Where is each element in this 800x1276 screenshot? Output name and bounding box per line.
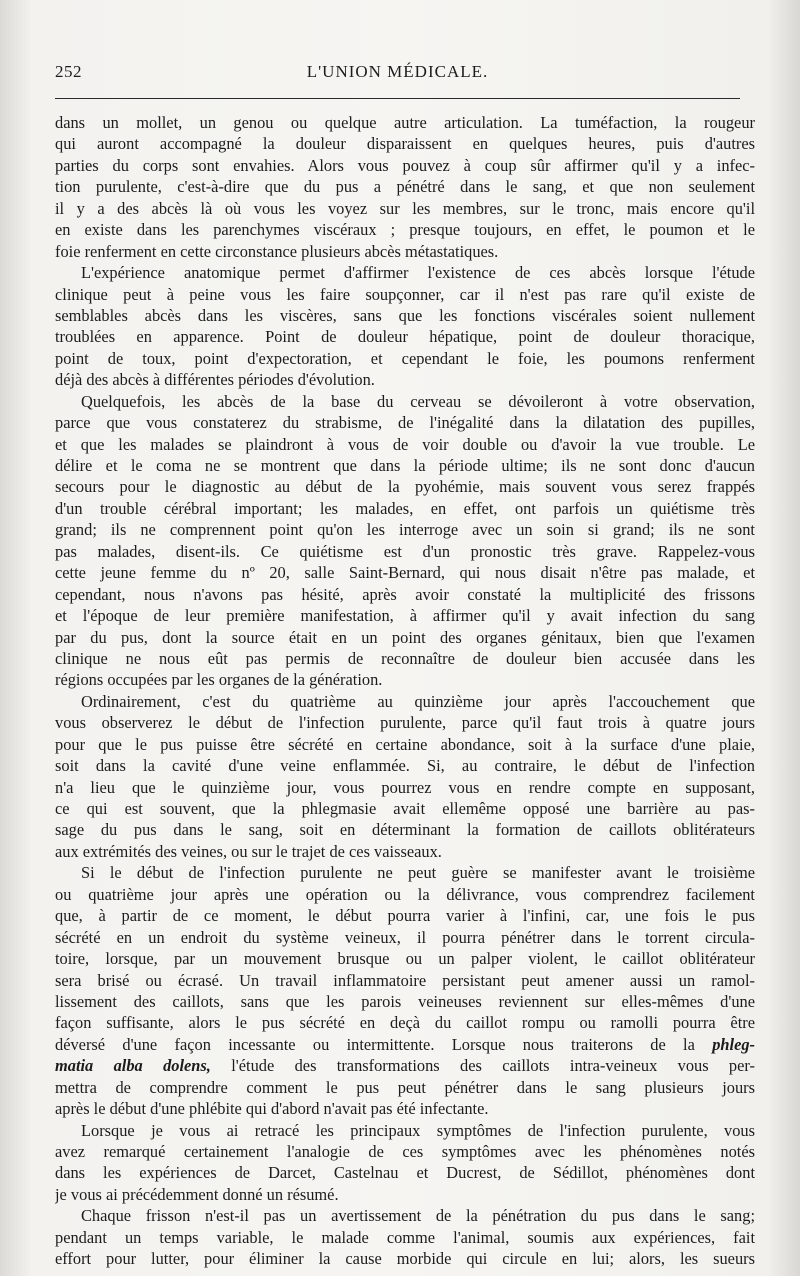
text-line: Chaque frisson n'est-il pas un avertissement de la pénétration du pus dans le sang; [81, 1206, 755, 1226]
text-line [55, 1034, 755, 1055]
text-line: déjà des abcès à différentes périodes d'évolution. [55, 370, 375, 390]
text-line: en existe dans les parenchymes viscéraux ; presque toujours, en effet, le poumon et le [55, 220, 755, 240]
header-rule [55, 98, 740, 99]
page-header [55, 62, 740, 86]
text-line: façon suffisante, alors le pus sécrété en deçà du caillot rompu ou ramolli pourra être [55, 1013, 755, 1033]
text-line: foie renferment en cette circonstance plusieurs abcès métastatiques. [55, 241, 499, 261]
text-line: avez remarqué certainement l'analogie de ces symptômes avec les phénomènes notés [55, 1142, 755, 1161]
text-line: ce qui est souvent, que la phlegmasie avait ellemême opposé une barrière au pas- [55, 799, 755, 818]
text-line: qui auront accompagné la douleur disparaissent en quelques heures, puis d'autres [55, 134, 755, 154]
text-line: sécrété en un endroit du système veineux, il pourra pénétrer dans le torrent circula- [55, 927, 755, 947]
text-line: cette jeune femme du nº 20, salle Saint-Bernard, qui nous disait n'être pas malade, et [55, 563, 755, 583]
text-line: semblables abcès dans les viscères, sans que les fonctions viscérales soient nullement [55, 305, 755, 325]
text-line: point de toux, point d'expectoration, et cependant le foie, les poumons renferment [55, 348, 755, 368]
text-line: secours pour le diagnostic au début de la pyohémie, mais souvent vous serez frappés [55, 477, 755, 497]
text-line: pas malades, disent-ils. Ce quiétisme est d'un pronostic très grave. Rappelez-vous [55, 541, 755, 561]
text-line: je vous ai précédemment donné un résumé. [55, 1184, 339, 1204]
text-line: sera brisé ou écrasé. Un travail inflammatoire persistant peut amener aussi un ramol- [55, 970, 755, 990]
line-text: déversé d'une façon incessante ou intermittente. Lorsque nous traiterons de la [55, 1034, 695, 1054]
text-line: clinique ne nous eût pas permis de reconnaître de douleur bien accusée dans les [55, 648, 755, 668]
text-line [55, 1055, 755, 1076]
text-line: grand; ils ne comprennent point qu'on les interroge avec un soin si grand; ils ne sont [55, 520, 755, 540]
text-line: délire et le coma ne se montrent que dans la période ultime; ils ne sont donc d'aucun [55, 456, 755, 475]
text-line: pendant un temps variable, le malade comme l'animal, soumis aux expériences, fait [55, 1227, 755, 1247]
text-line: et que les malades se plaindront à vous de voir double ou d'avoir la vue trouble. Le [55, 434, 755, 454]
italic-term: phleg- [712, 1034, 755, 1054]
text-line: troublées en apparence. Point de douleur hépatique, point de douleur thoracique, [55, 327, 755, 347]
text-line: soit dans la cavité d'une veine enflammée. Si, au contraire, le début de l'infection [55, 756, 755, 776]
text-line: pour que le pus puisse être sécrété en certaine abondance, soit à la surface d'une plaie, [55, 734, 755, 754]
text-line: sage du pus dans le sang, soit en déterminant la formation de caillots oblitérateurs [55, 820, 755, 840]
text-line: lissement des caillots, sans que les parois veineuses reviennent sur elles-mêmes d'une [55, 991, 755, 1011]
text-line: dans un mollet, un genou ou quelque autre articulation. La tuméfaction, la rougeur [55, 113, 755, 132]
text-line: tion purulente, c'est-à-dire que du pus a pénétré dans le sang, et que non seulement [55, 177, 755, 197]
body-text [55, 112, 755, 1270]
text-line: Ordinairement, c'est du quatrième au quinzième jour après l'accouchement que [81, 691, 755, 711]
text-line: clinique peut à peine vous les faire soupçonner, car il n'est pas rare qu'il existe de [55, 284, 755, 304]
line-text: l'étude des transformations des caillots intra-veineux vous per- [210, 1056, 755, 1076]
text-line: Si le début de l'infection purulente ne peut guère se manifester avant le troisième [81, 863, 755, 883]
text-line: ou quatrième jour après une opération ou la délivrance, vous comprendrez facilement [55, 884, 755, 904]
text-line: régions occupées par les organes de la génération. [55, 670, 383, 690]
running-title: L'UNION MÉDICALE. [306, 62, 489, 81]
text-line: il y a des abcès là où vous les voyez sur les membres, sur le tronc, mais encore qu'il [55, 198, 755, 218]
text-line: L'expérience anatomique permet d'affirmer l'existence de ces abcès lorsque l'étude [81, 263, 755, 283]
text-line: cependant, nous n'avons pas hésité, après avoir constaté la multiplicité des frissons [55, 584, 755, 604]
text-line: toire, lorsque, par un mouvement brusque ou un palper violent, le caillot oblitérateur [55, 949, 755, 969]
text-line: par du pus, dont la source était en un point des organes génitaux, bien que l'examen [55, 627, 755, 647]
text-line: d'un trouble cérébral important; les malades, en effet, ont parfois un quiétisme très [55, 498, 755, 518]
text-line: Quelquefois, les abcès de la base du cerveau se dévoileront à votre observation, [81, 391, 755, 411]
text-line: dans les expériences de Darcet, Castelnau et Ducrest, de Sédillot, phénomènes dont [55, 1163, 755, 1183]
text-line: mettra de comprendre comment le pus peut pénétrer dans le sang plusieurs jours [55, 1077, 755, 1097]
text-line: parce que vous constaterez du strabisme, de l'inégalité dans la dilatation des pupilles, [55, 413, 755, 433]
text-line: parties du corps sont envahies. Alors vous pouvez à coup sûr affirmer qu'il y a infec- [55, 155, 755, 175]
page-number: 252 [55, 62, 82, 81]
text-line: vous observerez le début de l'infection purulente, parce qu'il faut trois à quatre jours [55, 713, 755, 733]
text-line: et l'époque de leur première manifestation, à affirmer qu'il y avait infection du sang [55, 606, 755, 626]
text-line: effort pour lutter, pour éliminer la cause morbide qui circule en lui; alors, les sueurs [55, 1249, 755, 1269]
text-line: n'a lieu que le quinzième jour, vous pourrez vous en rendre compte en supposant, [55, 777, 755, 797]
text-line: Lorsque je vous ai retracé les principaux symptômes de l'infection purulente, vous [81, 1120, 755, 1140]
text-line: aux extrémités des veines, ou sur le trajet de ces vaisseaux. [55, 841, 442, 861]
italic-term: matia alba dolens, [55, 1056, 211, 1076]
text-line: que, à partir de ce moment, le début pourra varier à l'infini, car, une fois le pus [55, 906, 755, 926]
text-line: après le début d'une phlébite qui d'abord n'avait pas été infectante. [55, 1099, 489, 1119]
